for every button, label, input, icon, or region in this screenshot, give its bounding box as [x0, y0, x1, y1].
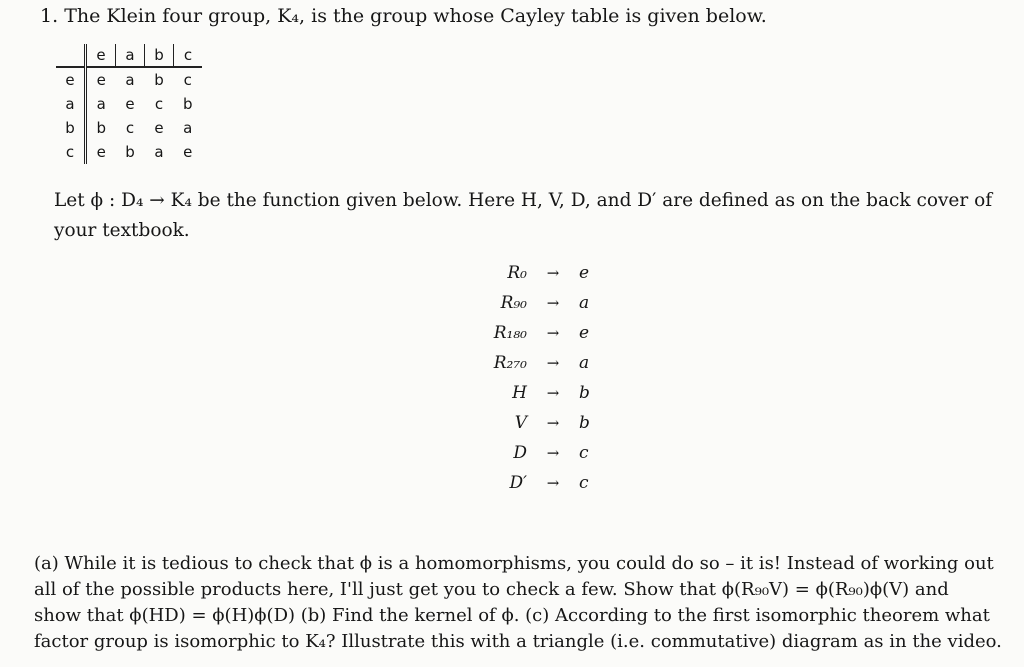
mapping-source: R₁₈₀	[493, 323, 527, 343]
arrow-icon: →	[546, 474, 560, 492]
question-part-line: factor group is isomorphic to K₄? Illustrate this with a triangle (i.e. commutative) diagram as in the video.	[34, 631, 1002, 652]
arrow-icon: →	[546, 294, 560, 312]
cayley-row	[56, 116, 202, 140]
cayley-cell: e	[86, 140, 116, 164]
mapping-source: R₀	[507, 263, 527, 283]
arrow-icon: →	[546, 264, 560, 282]
mapping-row	[465, 258, 609, 288]
cayley-cell: c	[183, 71, 192, 89]
mapping-target: e	[579, 323, 590, 343]
mapping-target: e	[579, 263, 590, 283]
arrow-icon: →	[546, 414, 560, 432]
arrow-icon: →	[546, 384, 560, 402]
cayley-table	[56, 44, 202, 164]
function-definition-line1: Let ϕ : D₄ → K₄ be the function given below. Here H, V, D, and D′ are defined as on the back cover of	[54, 190, 993, 211]
cayley-row-header: e	[65, 71, 75, 89]
cayley-cell: b	[125, 143, 135, 161]
cayley-cell: c	[125, 119, 135, 137]
cayley-cell: a	[154, 143, 164, 161]
cayley-row-header: c	[65, 143, 75, 161]
mapping-row	[465, 318, 609, 348]
cayley-col-header: c	[174, 44, 203, 67]
cayley-row-header: a	[65, 95, 75, 113]
cayley-corner	[56, 44, 86, 67]
mapping-row	[465, 348, 609, 378]
arrow-icon: →	[546, 324, 560, 342]
mapping-target: b	[579, 413, 590, 433]
mapping-table	[465, 258, 609, 498]
cayley-col-header: b	[145, 44, 174, 67]
mapping-row	[465, 438, 609, 468]
cayley-cell: e	[183, 143, 193, 161]
cayley-header-row	[56, 44, 202, 67]
function-definition-line2: your textbook.	[54, 220, 190, 241]
cayley-row-header: b	[65, 119, 75, 137]
mapping-source: R₂₇₀	[493, 353, 527, 373]
cayley-row	[56, 67, 202, 92]
cayley-cell: b	[154, 71, 164, 89]
problem-statement	[40, 5, 767, 27]
mapping-row	[465, 288, 609, 318]
cayley-col-header: e	[86, 44, 116, 67]
mapping-source: V	[514, 413, 527, 433]
problem-number: 1.	[40, 5, 59, 27]
cayley-cell: e	[86, 67, 116, 92]
cayley-cell: e	[154, 119, 164, 137]
mapping-target: c	[579, 473, 589, 493]
problem-intro: The Klein four group, K₄, is the group whose Cayley table is given below.	[64, 5, 767, 27]
question-part-line: all of the possible products here, I'll just get you to check a few. Show that ϕ(R₉₀V) = ϕ(R₉₀)ϕ(V) and	[34, 579, 949, 600]
cayley-row	[56, 140, 202, 164]
mapping-row	[465, 468, 609, 498]
question-part-line: (a) While it is tedious to check that ϕ is a homomorphisms, you could do so – it is! Instead of working out	[34, 553, 994, 574]
mapping-row	[465, 378, 609, 408]
mapping-target: c	[579, 443, 589, 463]
cayley-cell: b	[86, 116, 116, 140]
cayley-row	[56, 92, 202, 116]
question-part-line: show that ϕ(HD) = ϕ(H)ϕ(D) (b) Find the kernel of ϕ. (c) According to the first isomorphic theorem what	[34, 605, 990, 626]
cayley-col-header: a	[116, 44, 145, 67]
mapping-source: D	[513, 443, 527, 463]
cayley-cell: c	[154, 95, 164, 113]
cayley-cell: a	[86, 92, 116, 116]
mapping-source: R₉₀	[500, 293, 527, 313]
arrow-icon: →	[546, 354, 560, 372]
cayley-cell: e	[125, 95, 135, 113]
mapping-target: a	[579, 293, 590, 313]
mapping-target: b	[579, 383, 590, 403]
cayley-cell: a	[183, 119, 193, 137]
mapping-target: a	[579, 353, 590, 373]
mapping-source: H	[512, 383, 527, 403]
cayley-cell: b	[182, 95, 193, 113]
cayley-cell: a	[125, 71, 135, 89]
mapping-row	[465, 408, 609, 438]
mapping-source: D′	[509, 473, 527, 493]
arrow-icon: →	[546, 444, 560, 462]
